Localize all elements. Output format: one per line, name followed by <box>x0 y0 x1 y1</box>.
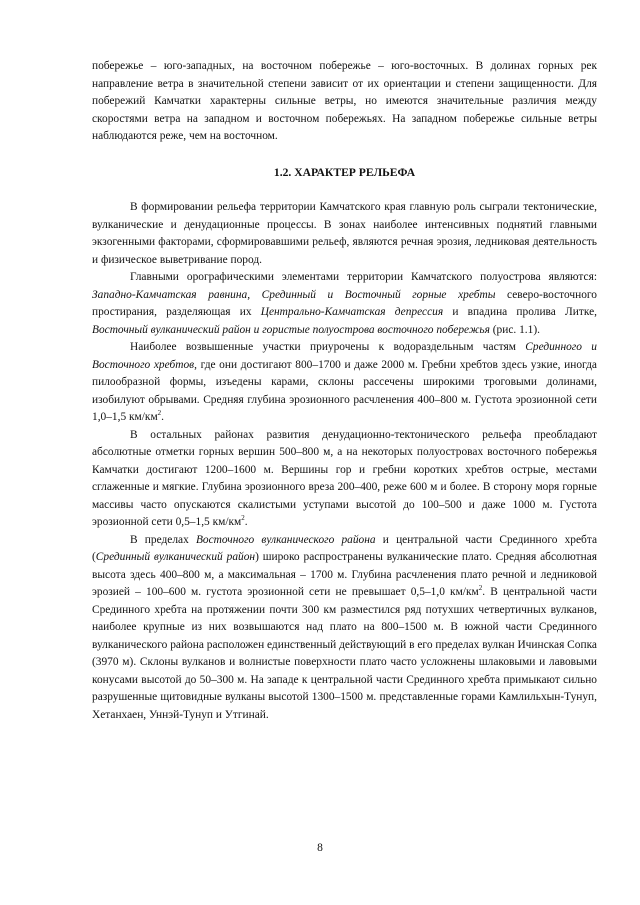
text-run: , где они достигают 800–1700 и даже 2000 м. Гребни хребтов здесь узкие, иногда пилообразной формы, изъедены карами, склоны рассечены широкими троговыми долинами, изобилуют обрывами. Средняя глубина эрозионного расчленения 400–800 м. Густота эрозионной сети 1,0–1,5 км/км <box>92 358 597 423</box>
text-run: северо-восточного простирания, разделяющая их <box>92 288 597 318</box>
superscript: 2 <box>157 409 162 418</box>
italic-run: Восточного вулканического района <box>195 533 376 546</box>
italic-run: Срединного и Восточного хребтов <box>92 341 598 371</box>
text-run: . <box>244 516 248 528</box>
text-run: и центральной части Срединного хребта ( <box>92 533 598 563</box>
italic-run: Западно-Камчатская равнина, Срединный и Восточный горные хребты <box>92 288 496 301</box>
text-run: В остальных районах развития денудационно-тектонического рельефа преобладают абсолютные отметки горных вершин 500–800 м, а на некоторых полуостровах восточного побережья Камчатки достигают 1200–1600 м. Вершины гор и гребни коротких хребтов острые, местами сглаженные и мягкие. Глубина эрозионного вреза 200–400, реже 600 м и более. В сторону моря горные массивы часто опускаются скалистыми уступами высотой до 100–500 и даже 1000 м. Густота эрозионной сети 0,5–1,5 км/км <box>92 428 597 528</box>
text-run: . <box>161 411 165 423</box>
page-number: 8 <box>317 842 323 854</box>
italic-run: Восточный вулканический район и гористые полуострова восточного побережья <box>92 323 490 336</box>
paragraph-relief-formation: В формировании рельефа территории Камчатского края главную роль сыграли тектонические, вулканические и денудационные процессы. В зонах наиболее интенсивных поднятий главными экзогенными факторами, сформировавшими рельеф, являются речная эрозия, ледниковая деятельность и физическое выветривание пород. <box>92 201 597 266</box>
italic-run: Центрально-Камчатская депрессия <box>260 306 444 318</box>
text-run: Наиболее возвышенные участки приурочены к водораздельным частям <box>130 341 526 353</box>
text-run: ) широко распространены вулканические плато. Средняя абсолютная высота здесь 400–800 м, а максимальная – 1700 м. Глубина расчленения плато речной и ледниковой эрозией – 100–600 м. густота эрозионной сети не превышает 0,5–1,0 км/км <box>92 551 597 598</box>
superscript: 2 <box>478 584 483 593</box>
superscript: 2 <box>241 514 245 523</box>
paragraph-volcanic-plateaus <box>92 532 597 725</box>
paragraph-denudation-relief <box>92 427 597 532</box>
section-heading: 1.2. ХАРАКТЕР РЕЛЬЕФА <box>273 165 416 179</box>
paragraph-orographic-elements <box>92 269 597 339</box>
text-run: Главными орографическими элементами территории Камчатского полуострова являются: <box>130 271 597 283</box>
paragraph-elevated-areas <box>92 339 597 427</box>
text-run: и впадина пролива Литке, <box>443 306 597 318</box>
text-run: (рис. 1.1). <box>489 323 540 336</box>
text-run: . В центральной части Срединного хребта на протяжении почти 300 км разместился ряд потухших четвертичных вулканов, наиболее крупные из них возвышаются над плато на 800–1500 м. В южной части Срединного вулканического района расположен единственный действующий в его пределах вулкан Ичинская Сопка (3970 м). Склоны вулканов и волнистые поверхности плато часто усложнены шлаковыми и лавовыми конусами высотой до 50–300 м. На западе к центральной части Срединного хребта примыкают сильно разрушенные щитовидные вулканы высотой 1300–1500 м. представленные горами Камлильхын-Тунуп, Хетанхаен, Уннэй-Тунуп и Утгинай. <box>92 586 597 721</box>
text-run: В пределах <box>130 533 196 546</box>
page-body <box>92 58 597 724</box>
italic-run: Срединный вулканический район <box>95 551 256 563</box>
paragraph-winds: побережье – юго-западных, на восточном побережье – юго-восточных. В долинах горных рек направление ветра в значительной степени зависит от их ориентации и степени защищенности. Для побережий Камчатки характерны сильные ветры, но имеются значительные различия между скоростями ветра на западном и восточном побережьях. На западном побережье сильные ветры наблюдаются реже, чем на восточном. <box>92 60 597 142</box>
